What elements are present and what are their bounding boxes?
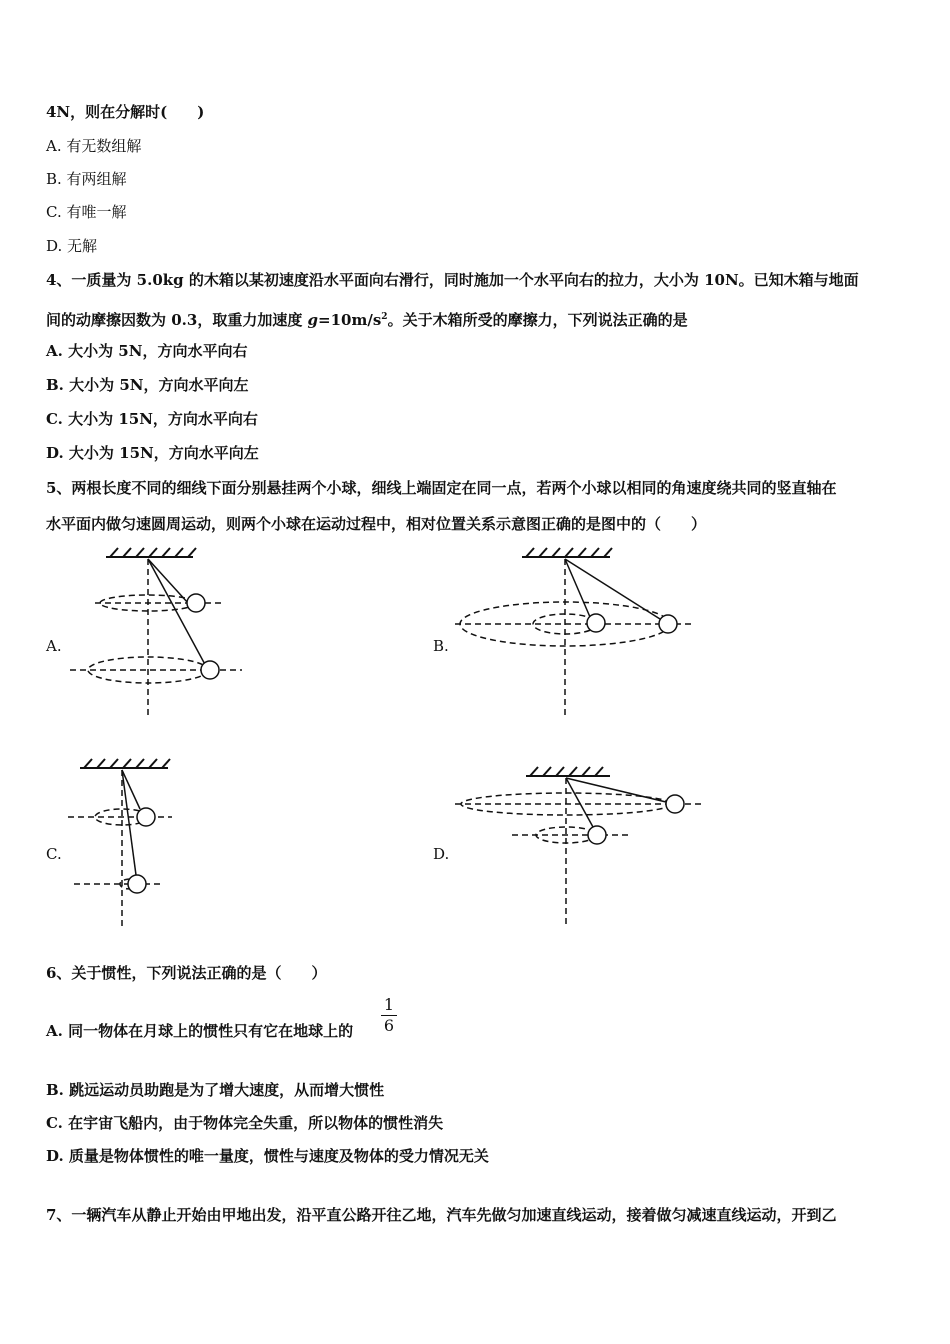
figure-a-pendulum-diagram: [60, 545, 260, 720]
q4-g-symbol: g: [307, 311, 319, 329]
q4-option-c: C. 大小为 15N，方向水平向右: [46, 410, 258, 428]
q3-stem-tail: 4N，则在分解时( ): [46, 103, 205, 121]
q3-option-a: A. 有无数组解: [46, 137, 142, 155]
q6-option-d: D. 质量是物体惯性的唯一量度，惯性与速度及物体的受力情况无关: [46, 1147, 489, 1165]
q3-option-d: D. 无解: [46, 237, 98, 255]
q4-line2-pre: 间的动摩擦因数为 0.3，取重力加速度: [46, 311, 308, 329]
figure-a-label: A.: [46, 637, 62, 655]
one-sixth-fraction: [381, 996, 397, 1035]
q5-stem-line1: 5、两根长度不同的细线下面分别悬挂两个小球，细线上端固定在同一点，若两个小球以相同的角速度绕共同的竖直轴在: [46, 479, 837, 497]
figure-b-pendulum-diagram: [450, 545, 700, 720]
q4-g-value: =10m/s: [318, 311, 382, 329]
q6-stem: 6、关于惯性，下列说法正确的是（ ）: [46, 964, 327, 982]
figure-d-pendulum-diagram: [450, 762, 710, 932]
q7-stem-line1: 7、一辆汽车从静止开始由甲地出发，沿平直公路开往乙地，汽车先做匀加速直线运动，接着做匀减速直线运动，开到乙: [46, 1206, 837, 1224]
q4-option-b: B. 大小为 5N，方向水平向左: [46, 376, 249, 394]
q3-option-c: C. 有唯一解: [46, 203, 127, 221]
figure-c-pendulum-diagram: [60, 755, 260, 930]
q4-line2-post: 。关于木箱所受的摩擦力，下列说法正确的是: [387, 311, 688, 329]
figure-b-label: B.: [433, 637, 449, 655]
q6-option-c: C. 在宇宙飞船内，由于物体完全失重，所以物体的惯性消失: [46, 1114, 444, 1132]
fraction-denominator: 6: [383, 1016, 395, 1035]
fraction-numerator: 1: [383, 995, 395, 1014]
q4-stem-line1: 4、一质量为 5.0kg 的木箱以某初速度沿水平面向右滑行，同时施加一个水平向右的拉力，大小为 10N。已知木箱与地面: [46, 271, 859, 289]
q6-option-a: A. 同一物体在月球上的惯性只有它在地球上的: [46, 1022, 354, 1040]
q5-stem-line2: 水平面内做匀速圆周运动，则两个小球在运动过程中，相对位置关系示意图正确的是图中的（ ）: [46, 515, 707, 533]
figure-d-label: D.: [433, 845, 450, 863]
figure-c-label: C.: [46, 845, 62, 863]
q3-option-b: B. 有两组解: [46, 170, 127, 188]
q4-option-d: D. 大小为 15N，方向水平向左: [46, 444, 259, 462]
q4-stem-line2: [46, 307, 688, 330]
q4-g-exponent: 2: [381, 312, 388, 322]
q6-option-b: B. 跳远运动员助跑是为了增大速度，从而增大惯性: [46, 1081, 385, 1099]
q4-option-a: A. 大小为 5N，方向水平向右: [46, 342, 248, 360]
